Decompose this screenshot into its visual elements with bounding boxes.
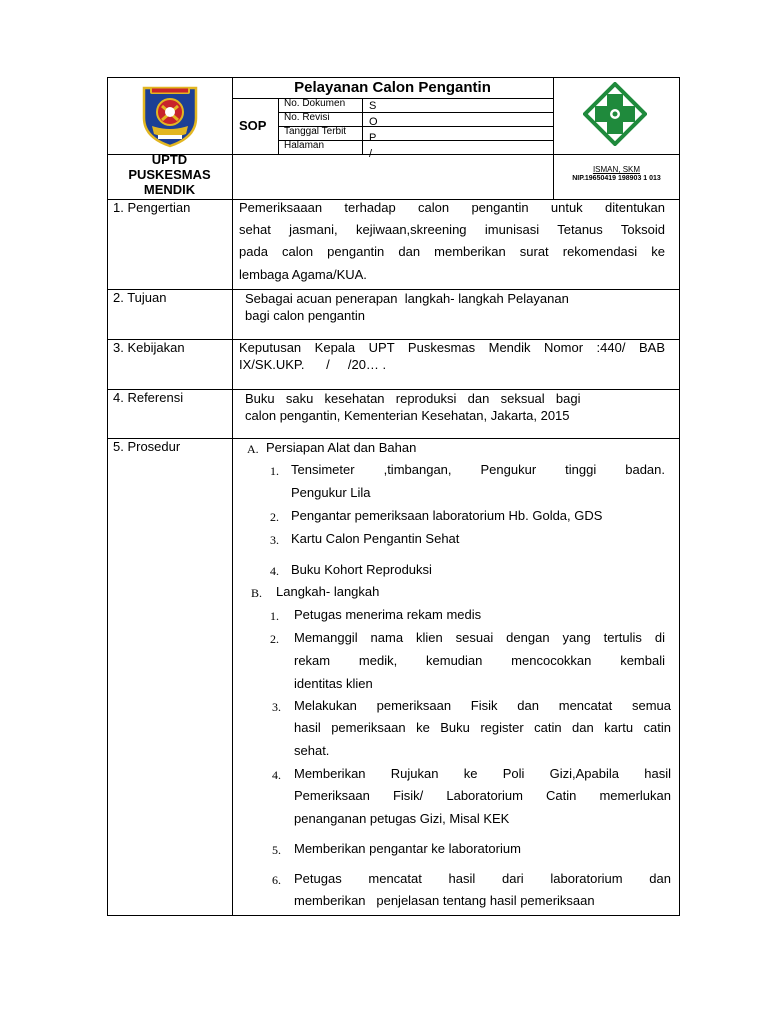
list-item-text: Memberikan Rujukan ke Poli Gizi,Apabila hasil xyxy=(294,766,671,781)
subsection-title-a: Persiapan Alat dan Bahan xyxy=(266,440,417,455)
signatory-nip: NIP.19650419 198903 1 013 xyxy=(572,175,661,182)
kebijakan-line: Keputusan Kepala UPT Puskesmas Mendik Nomor :440/ BAB xyxy=(239,340,665,355)
kabupaten-logo xyxy=(138,82,202,148)
list-item-text: Memberikan pengantar ke laboratorium xyxy=(294,841,521,856)
subsection-title-b: Langkah- langkah xyxy=(276,584,380,599)
pengertian-line: sehat jasmani, kejiwaan,skreening imunisasi Tetanus Toksoid xyxy=(239,222,665,237)
sop-label: SOP xyxy=(239,118,267,133)
list-number: 1. xyxy=(270,464,279,478)
org-name-line3: MENDIK xyxy=(143,182,196,197)
puskesmas-logo xyxy=(583,82,647,146)
list-number: 6. xyxy=(272,873,281,887)
pengertian-line: pada calon pengantin dan memberikan surat rekomendasi ke xyxy=(239,244,665,259)
list-item-text: Kartu Calon Pengantin Sehat xyxy=(291,531,460,546)
list-item-text: Pengukur Lila xyxy=(291,485,371,500)
section-label-referensi: 4. Referensi xyxy=(113,390,184,405)
field-no-dokumen: No. Dokumen xyxy=(284,98,346,109)
pengertian-line: Pemeriksaaan terhadap calon pengantin untuk ditentukan xyxy=(239,200,665,215)
list-item-text: Pengantar pemeriksaan laboratorium Hb. Golda, GDS xyxy=(291,508,603,523)
vertical-char: / xyxy=(369,148,373,160)
section-label-tujuan: 2. Tujuan xyxy=(113,290,167,305)
referensi-line: Buku saku kesehatan reproduksi dan seksual bagi xyxy=(245,391,581,406)
list-number: 5. xyxy=(272,843,281,857)
list-item-text: Petugas mencatat hasil dari laboratorium dan xyxy=(294,871,671,886)
pengertian-line: lembaga Agama/KUA. xyxy=(239,267,367,282)
vertical-char: O xyxy=(369,116,378,128)
list-number: 4. xyxy=(272,768,281,782)
vertical-char: P xyxy=(369,132,377,144)
list-number: 2. xyxy=(270,510,279,524)
tujuan-line: Sebagai acuan penerapan langkah- langkah Pelayanan xyxy=(245,291,569,306)
subsection-marker-a: A. xyxy=(247,442,259,456)
list-item-text: Buku Kohort Reproduksi xyxy=(291,562,432,577)
org-name-line2: PUSKESMAS xyxy=(128,167,211,182)
list-item-text: penanganan petugas Gizi, Misal KEK xyxy=(294,811,510,826)
list-item-text: sehat. xyxy=(294,743,330,758)
list-item-text: hasil pemeriksaan ke Buku register catin dan kartu catin xyxy=(294,720,671,735)
section-label-pengertian: 1. Pengertian xyxy=(113,200,191,215)
list-number: 1. xyxy=(270,609,279,623)
tujuan-line: bagi calon pengantin xyxy=(245,308,365,323)
field-tanggal-terbit: Tanggal Terbit xyxy=(284,126,347,137)
list-item-text: rekam medik, kemudian mencocokkan kembali xyxy=(294,653,665,668)
list-item-text: Tensimeter ,timbangan, Pengukur tinggi badan. xyxy=(291,462,665,477)
field-no-revisi: No. Revisi xyxy=(284,112,330,123)
field-halaman: Halaman xyxy=(284,140,325,151)
org-name-line1: UPTD xyxy=(151,152,188,167)
vertical-char: S xyxy=(369,100,377,112)
section-label-prosedur: 5. Prosedur xyxy=(113,439,181,454)
section-label-kebijakan: 3. Kebijakan xyxy=(113,340,185,355)
list-item-text: identitas klien xyxy=(294,676,373,691)
list-number: 3. xyxy=(270,533,279,547)
list-item-text: Petugas menerima rekam medis xyxy=(294,607,482,622)
list-item-text: Memanggil nama klien sesuai dengan yang tertulis di xyxy=(294,630,665,645)
list-number: 2. xyxy=(270,632,279,646)
subsection-marker-b: B. xyxy=(251,586,263,600)
document-title: Pelayanan Calon Pengantin xyxy=(294,79,491,96)
referensi-line: calon pengantin, Kementerian Kesehatan, Jakarta, 2015 xyxy=(245,408,570,423)
list-item-text: Melakukan pemeriksaan Fisik dan mencatat semua xyxy=(294,698,671,713)
signatory-name: ISMAN, SKM xyxy=(592,165,641,174)
kebijakan-line: IX/SK.UKP. / /20… . xyxy=(239,357,387,372)
list-item-text: Pemeriksaan Fisik/ Laboratorium Catin memerlukan xyxy=(294,788,671,803)
list-number: 3. xyxy=(272,700,281,714)
list-number: 4. xyxy=(270,564,279,578)
list-item-text: memberikan penjelasan tentang hasil pemeriksaan xyxy=(294,893,595,908)
